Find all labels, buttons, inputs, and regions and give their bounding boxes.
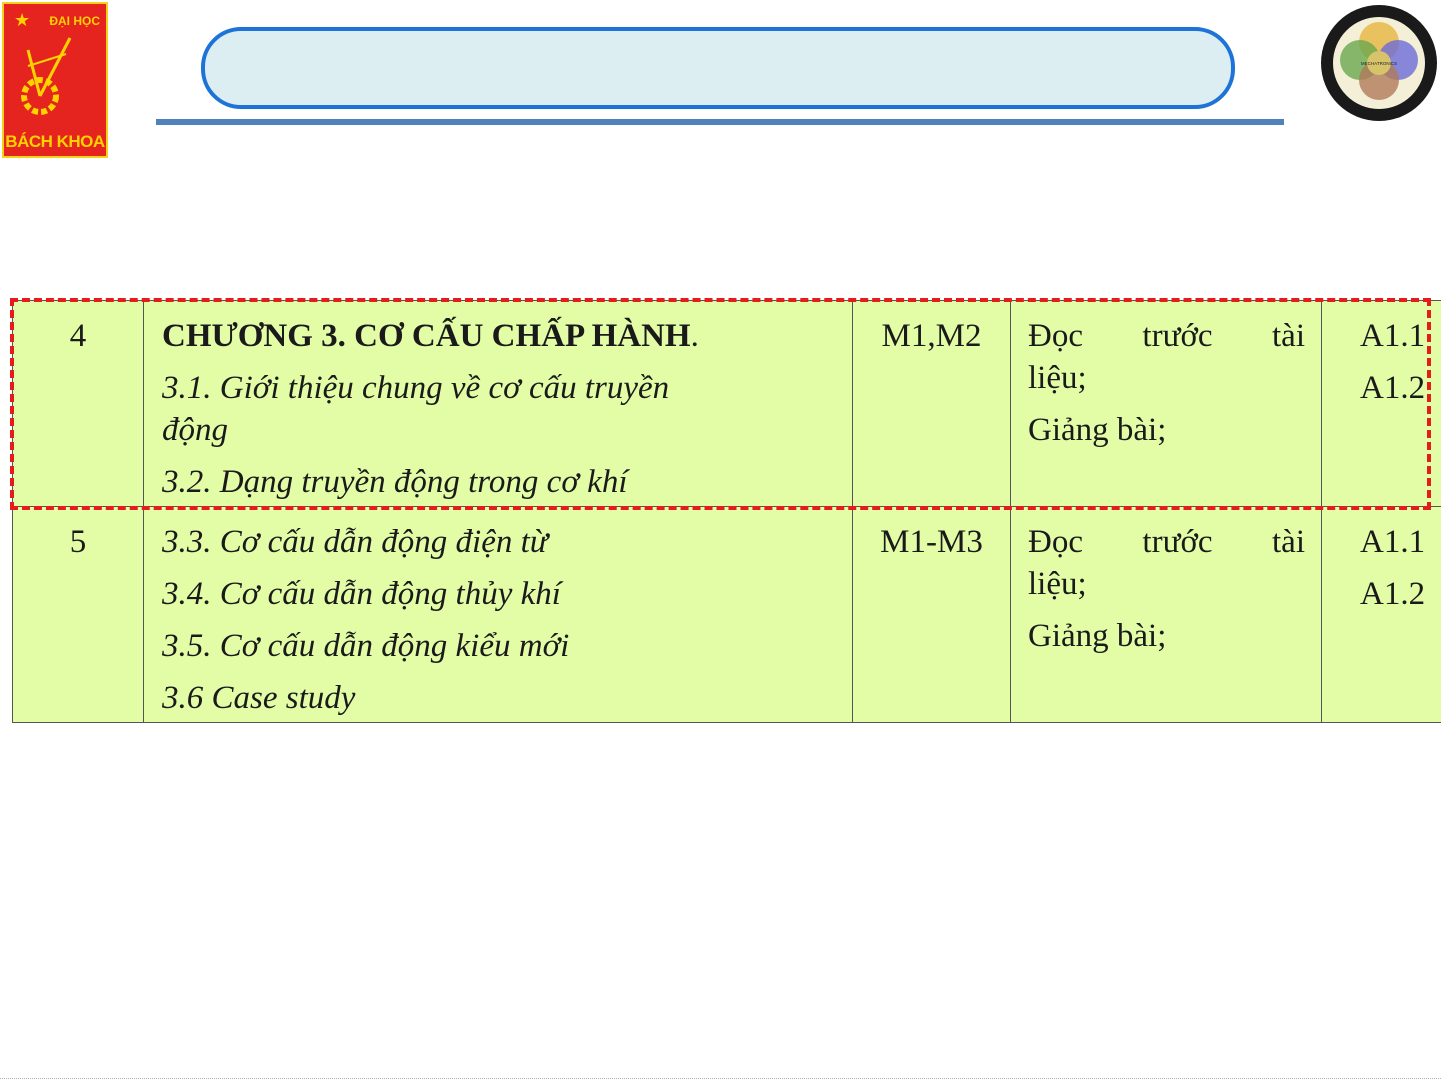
activity-word: tài (1272, 524, 1305, 560)
modules-text: M1-M3 (880, 524, 983, 560)
chapter-title-text: CHƯƠNG 3. CƠ CẤU CHẤP HÀNH (162, 318, 691, 354)
assessment-code: A1.1 (1360, 318, 1426, 354)
slide-title-box (201, 27, 1235, 109)
topic-item: 3.6 Case study (162, 680, 356, 716)
week-number: 5 (69, 524, 87, 560)
assessment-code: A1.1 (1360, 524, 1426, 560)
activity-cell (1011, 507, 1322, 723)
activity-word: trước (1142, 524, 1213, 560)
modules-cell (853, 507, 1011, 723)
compass-gear-icon (18, 30, 78, 120)
emblem-center-text: MECHATRONICS (1360, 61, 1398, 66)
topic-item: 3.2. Dạng truyền động trong cơ khí (162, 464, 628, 500)
week-cell (13, 507, 144, 723)
table-row (13, 507, 1441, 723)
mechatronics-emblem (1320, 4, 1438, 122)
activity-word: Đọc (1028, 524, 1083, 560)
highlight-box (10, 298, 1431, 510)
topic-item: 3.5. Cơ cấu dẫn động kiểu mới (162, 628, 570, 664)
topic-item: 3.4. Cơ cấu dẫn động thủy khí (162, 576, 561, 612)
activity-word: tài (1272, 318, 1305, 354)
assessment-code: A1.2 (1360, 576, 1426, 612)
activity-line: Giảng bài; (1028, 618, 1167, 654)
topic-item: 3.1. Giới thiệu chung về cơ cấu truyền (162, 370, 670, 406)
logo-top-text: ĐẠI HỌC (49, 14, 100, 28)
star-icon: ★ (14, 10, 31, 31)
assessment-code: A1.2 (1360, 370, 1426, 406)
activity-word: trước (1142, 318, 1213, 354)
university-logo (2, 2, 108, 158)
activity-word: Đọc (1028, 318, 1083, 354)
logo-bottom-text: BÁCH KHOA (5, 132, 105, 151)
activity-line: liệu; (1028, 360, 1087, 396)
footer-divider (0, 1078, 1441, 1079)
activity-line: liệu; (1028, 566, 1087, 602)
chapter-title-suffix: . (690, 318, 699, 354)
activity-line (1028, 521, 1305, 563)
week-number: 4 (69, 318, 87, 354)
title-underline (156, 119, 1284, 125)
assessment-cell (1322, 507, 1441, 723)
topic-item: 3.3. Cơ cấu dẫn động điện từ (162, 524, 548, 560)
modules-text: M1,M2 (881, 318, 982, 354)
topic-item: động (162, 412, 228, 448)
content-cell (144, 507, 853, 723)
activity-line: Giảng bài; (1028, 412, 1167, 448)
